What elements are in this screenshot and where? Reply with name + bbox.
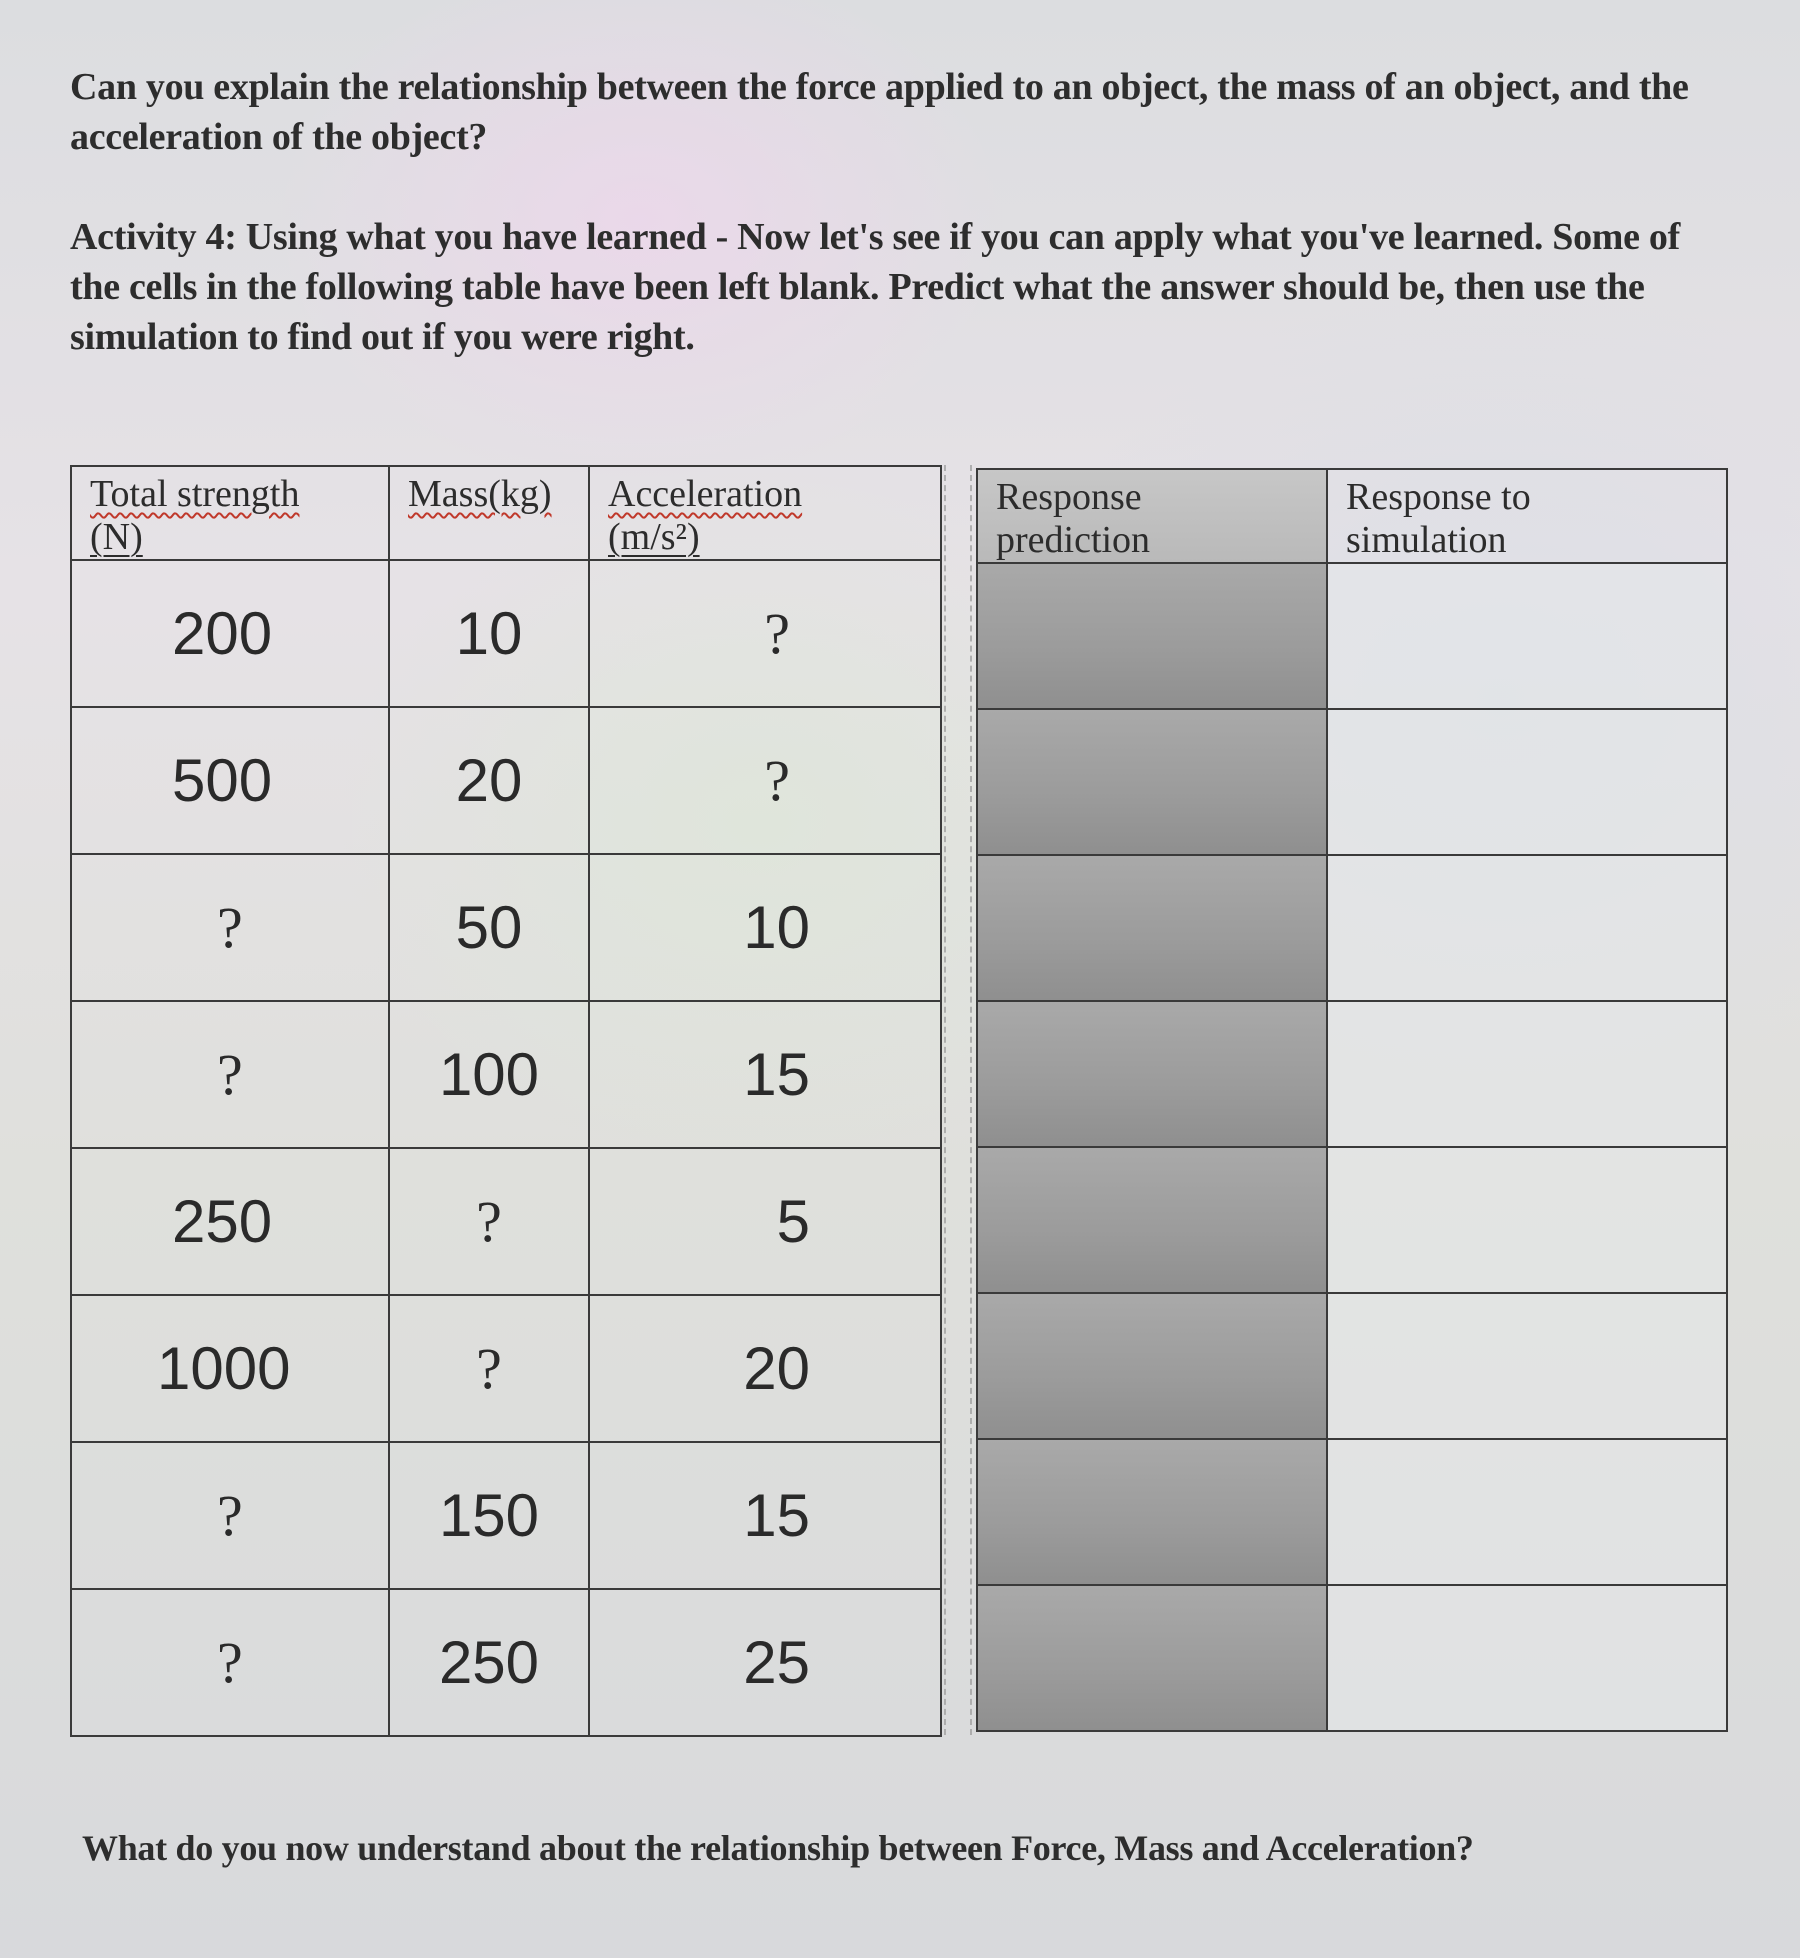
activity-instructions: Activity 4: Using what you have learned - Now let's see if you can apply what you've learned. Some of the cells in the following table have been left blank. Predict what the answer should be, then use the simulation to find out if you were right. bbox=[70, 216, 1680, 358]
simulation-cell[interactable] bbox=[1327, 709, 1727, 855]
table-row bbox=[71, 1148, 941, 1295]
header-response-simulation bbox=[1327, 469, 1727, 563]
header-simulation-line2: simulation bbox=[1346, 519, 1507, 561]
response-row bbox=[977, 1293, 1727, 1439]
acceleration-cell: ? bbox=[589, 707, 941, 854]
response-row bbox=[977, 1585, 1727, 1731]
header-prediction-line2: prediction bbox=[996, 519, 1151, 561]
mass-cell: ? bbox=[389, 1295, 589, 1442]
acceleration-cell: 15 bbox=[589, 1442, 941, 1589]
simulation-cell[interactable] bbox=[1327, 1439, 1727, 1585]
simulation-cell[interactable] bbox=[1327, 1147, 1727, 1293]
prediction-cell[interactable] bbox=[977, 1147, 1327, 1293]
header-acceleration bbox=[589, 466, 941, 560]
response-table bbox=[976, 468, 1728, 1732]
force-cell: 250 bbox=[71, 1148, 389, 1295]
closing-question: What do you now understand about the relationship between Force, Mass and Acceleration? bbox=[82, 1828, 1474, 1868]
force-cell: 200 bbox=[71, 560, 389, 707]
force-cell: ? bbox=[71, 1589, 389, 1736]
header-force-line1: Total strength bbox=[90, 473, 300, 515]
simulation-cell[interactable] bbox=[1327, 1001, 1727, 1147]
response-row bbox=[977, 1147, 1727, 1293]
mass-cell: 100 bbox=[389, 1001, 589, 1148]
mass-cell: 20 bbox=[389, 707, 589, 854]
mass-cell: 150 bbox=[389, 1442, 589, 1589]
prediction-cell[interactable] bbox=[977, 1293, 1327, 1439]
header-simulation-line1: Response to bbox=[1346, 476, 1531, 518]
header-total-strength bbox=[71, 466, 389, 560]
table-row bbox=[71, 707, 941, 854]
acceleration-cell: 25 bbox=[589, 1589, 941, 1736]
mass-cell: 50 bbox=[389, 854, 589, 1001]
table-divider bbox=[944, 465, 972, 1735]
mass-cell: 250 bbox=[389, 1589, 589, 1736]
header-mass bbox=[389, 466, 589, 560]
table-row bbox=[71, 1442, 941, 1589]
force-cell: 500 bbox=[71, 707, 389, 854]
header-accel-line2: (m/s²) bbox=[608, 516, 700, 558]
header-prediction-line1: Response bbox=[996, 476, 1142, 518]
prediction-cell[interactable] bbox=[977, 563, 1327, 709]
header-accel-line1: Acceleration bbox=[608, 473, 803, 515]
prediction-cell[interactable] bbox=[977, 855, 1327, 1001]
force-cell: ? bbox=[71, 1001, 389, 1148]
simulation-cell[interactable] bbox=[1327, 1293, 1727, 1439]
prediction-cell[interactable] bbox=[977, 1585, 1327, 1731]
table-row bbox=[71, 1001, 941, 1148]
force-mass-acceleration-table bbox=[70, 465, 942, 1737]
acceleration-cell: 5 bbox=[589, 1148, 941, 1295]
header-mass-label: Mass(kg) bbox=[408, 473, 552, 515]
header-force-line2: (N) bbox=[90, 516, 143, 558]
mass-cell: 10 bbox=[389, 560, 589, 707]
prediction-cell[interactable] bbox=[977, 1439, 1327, 1585]
acceleration-cell: 20 bbox=[589, 1295, 941, 1442]
table-row bbox=[71, 854, 941, 1001]
simulation-cell[interactable] bbox=[1327, 1585, 1727, 1731]
force-cell: 1000 bbox=[71, 1295, 389, 1442]
table-header-row bbox=[71, 466, 941, 560]
response-header-row bbox=[977, 469, 1727, 563]
force-cell: ? bbox=[71, 854, 389, 1001]
response-row bbox=[977, 1001, 1727, 1147]
intro-question: Can you explain the relationship between the force applied to an object, the mass of an object, and the acceleration of the object? bbox=[70, 66, 1689, 158]
response-row bbox=[977, 855, 1727, 1001]
acceleration-cell: 10 bbox=[589, 854, 941, 1001]
header-response-prediction bbox=[977, 469, 1327, 563]
table-row bbox=[71, 1589, 941, 1736]
prediction-cell[interactable] bbox=[977, 1001, 1327, 1147]
response-row bbox=[977, 1439, 1727, 1585]
response-row bbox=[977, 709, 1727, 855]
table-row bbox=[71, 1295, 941, 1442]
force-cell: ? bbox=[71, 1442, 389, 1589]
acceleration-cell: ? bbox=[589, 560, 941, 707]
response-row bbox=[977, 563, 1727, 709]
acceleration-cell: 15 bbox=[589, 1001, 941, 1148]
simulation-cell[interactable] bbox=[1327, 855, 1727, 1001]
table-row bbox=[71, 560, 941, 707]
prediction-cell[interactable] bbox=[977, 709, 1327, 855]
mass-cell: ? bbox=[389, 1148, 589, 1295]
simulation-cell[interactable] bbox=[1327, 563, 1727, 709]
